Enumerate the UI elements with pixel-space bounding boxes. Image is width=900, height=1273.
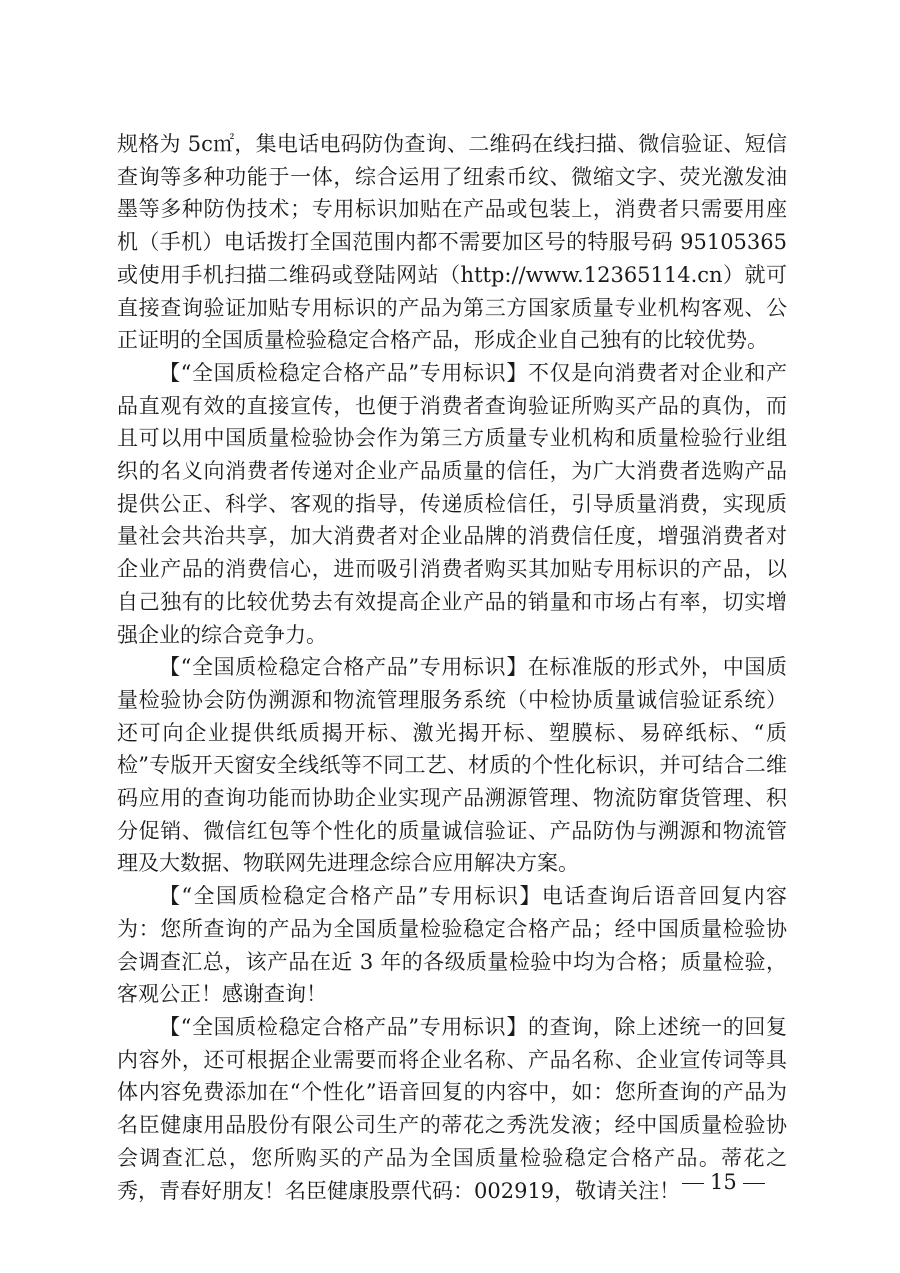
paragraph-1: 规格为 5c㎡，集电话电码防伪查询、二维码在线扫描、微信验证、短信查询等多种功能于一体，综合运用了纽索币纹、微缩文字、荧光激发油墨等多种防伪技术；专用标识加贴在产品或包装上，消费者只需要用座机（手机）电话拨打全国范围内都不需要加区号的特服号码 95105365 或使用手机扫描二维码或登陆网站（http://www.12365114.cn）就可直接查询验证加贴专用标识的产品为第三方国家质量专业机构客观、公正证明的全国质量检验稳定合格产品，形成企业自己独有的比较优势。 — [117, 132, 787, 353]
page-number-value: 15 — [710, 1170, 737, 1194]
page-number-right-dash — [743, 1183, 765, 1184]
paragraph-5: 【“全国质检稳定合格产品”专用标识】的查询，除上述统一的回复内容外，还可根据企业需要而将企业名称、产品名称、企业宣传词等具体内容免费添加在“个性化”语音回复的内容中，如：您所查询的产品为名臣健康用品股份有限公司生产的蒂花之秀洗发液；经中国质量检验协会调查汇总，您所购买的产品为全国质量检验稳定合格产品。蒂花之秀，青春好朋友！名臣健康股票代码：002919，敬请关注！ — [117, 1014, 787, 1203]
body-text — [117, 128, 787, 1207]
paragraph-4: 【“全国质检稳定合格产品”专用标识】电话查询后语音回复内容为：您所查询的产品为全国质量检验稳定合格产品；经中国质量检验协会调查汇总，该产品在近 3 年的各级质量检验中均为合格；质量检验，客观公正！感谢查询！ — [117, 884, 787, 1007]
page-number — [676, 1170, 766, 1194]
paragraph-2: 【“全国质检稳定合格产品”专用标识】不仅是向消费者对企业和产品直观有效的直接宣传，也便于消费者查询验证所购买产品的真伪，而且可以用中国质量检验协会作为第三方质量专业机构和质量检验行业组织的名义向消费者传递对企业产品质量的信任，为广大消费者选购产品提供公正、科学、客观的指导，传递质检信任，引导质量消费，实现质量社会共治共享，加大消费者对企业品牌的消费信任度，增强消费者对企业产品的消费信心，进而吸引消费者购买其加贴专用标识的产品，以自己独有的比较优势去有效提高企业产品的销量和市场占有率，切实增强企业的综合竞争力。 — [117, 360, 787, 647]
paragraph-3: 【“全国质检稳定合格产品”专用标识】在标准版的形式外，中国质量检验协会防伪溯源和物流管理服务系统（中检协质量诚信验证系统）还可向企业提供纸质揭开标、激光揭开标、塑膜标、易碎纸标、“质检”专版开天窗安全线纸等不同工艺、材质的个性化标识，并可结合二维码应用的查询功能而协助企业实现产品溯源管理、物流防窜货管理、积分促销、微信红包等个性化的质量诚信验证、产品防伪与溯源和物流管理及大数据、物联网先进理念综合应用解决方案。 — [117, 655, 787, 876]
page-number-left-dash — [682, 1183, 704, 1184]
